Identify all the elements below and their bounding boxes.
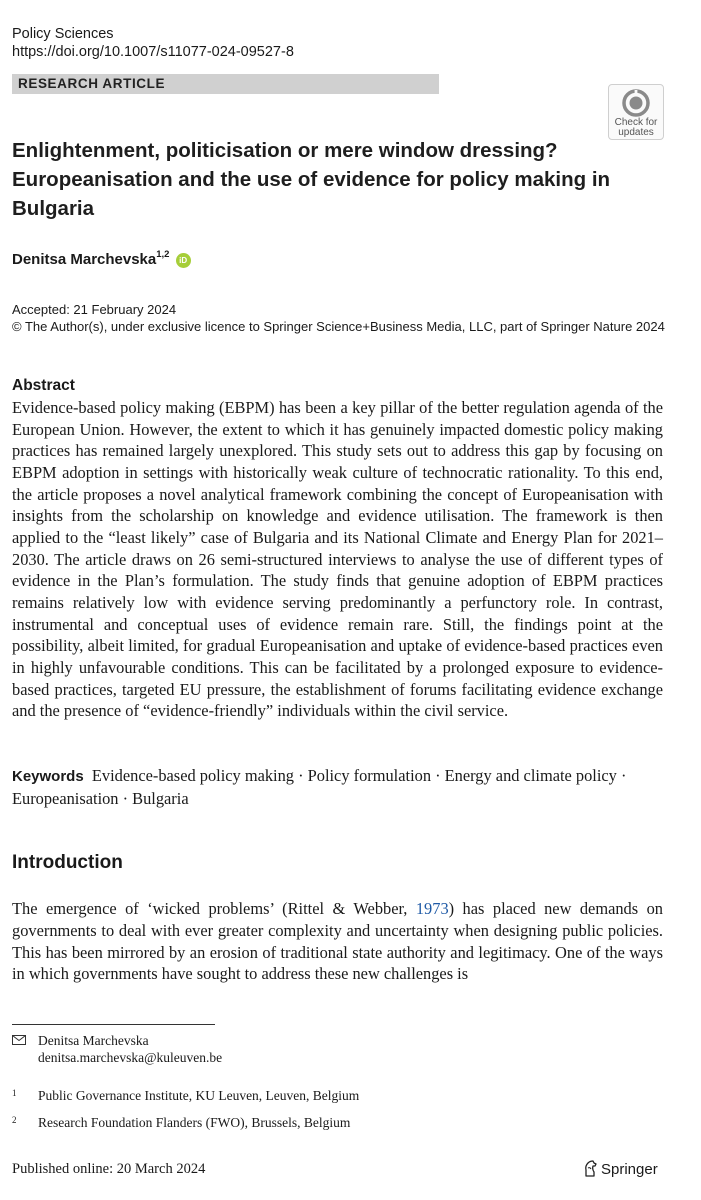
publisher-logo[interactable] <box>583 1160 658 1178</box>
keywords-label: Keywords <box>12 768 84 785</box>
publisher-name: Springer <box>601 1161 658 1178</box>
citation-link[interactable]: 1973 <box>415 899 449 918</box>
intro-text-end: ) has placed new demands on governments to deal with ever greater complexity and uncertainty when designing public policies. This has been mirrored by an erosion of traditional state authority and legitimacy. One of the ways in which governments have sought to address these new challenges is <box>12 899 663 984</box>
check-for-updates-label-2: updates <box>618 127 654 138</box>
introduction-heading: Introduction <box>12 852 123 873</box>
keywords-list: Evidence-based policy making · Policy formulation · Energy and climate policy · Europeanisation · Bulgaria <box>12 766 627 808</box>
article-title: Enlightenment, politicisation or mere window dressing? Europeanisation and the use of evidence for policy making in Bulgaria <box>12 139 611 220</box>
keywords <box>12 765 663 809</box>
intro-text-start: The emergence of ‘wicked problems’ (Rittel & Webber, <box>12 899 416 918</box>
affiliation-text: Research Foundation Flanders (FWO), Brussels, Belgium <box>38 1115 351 1130</box>
check-for-updates-label-1: Check for <box>614 117 658 128</box>
article-type-banner <box>12 74 439 94</box>
author-affiliation-marks: 1,2 <box>156 249 170 260</box>
footnote-divider <box>12 1024 215 1025</box>
published-online-date: Published online: 20 March 2024 <box>12 1161 206 1177</box>
affiliation-number: 1 <box>12 1088 17 1098</box>
journal-name: Policy Sciences <box>12 26 114 42</box>
affiliation-text: Public Governance Institute, KU Leuven, Leuven, Belgium <box>38 1088 360 1103</box>
corresponding-author-name: Denitsa Marchevska <box>38 1033 149 1048</box>
abstract-text: Evidence-based policy making (EBPM) has been a key pillar of the better regulation agenda of the European Union. However, the extent to which it has genuinely impacted domestic policy making practices has remained largely unexplored. This study sets out to address this gap by focusing on EBPM adoption in settings with historically weak culture of technocratic rationality. To this end, the article proposes a novel analytical framework combining the concept of Europeanisation with insights from the scholarship on knowledge and evidence utilisation. The framework is then applied to the “least likely” case of Bulgaria and its National Climate and Energy Plan for 2021–2030. The article draws on 26 semi-structured interviews to analyse the use of different types of evidence in the Plan’s formulation. The study finds that genuine adoption of EBPM practices remains relatively low with evidence serving predominantly a perfunctory role. In contrast, instrumental and conceptual uses of evidence remain rare. Still, the findings point at the possibility, albeit limited, for gradual Europeanisation and uptake of evidence-based practices even in highly unfavourable conditions. This can be facilitated by a prolonged exposure to evidence-based practices, targeted EU pressure, the establishment of forums facilitating evidence exchange and the presence of “evidence-friendly” individuals within the civil service. <box>12 398 663 721</box>
abstract-heading: Abstract <box>12 377 75 394</box>
copyright-notice: © The Author(s), under exclusive licence to Springer Science+Business Media, LLC, part of Springer Nature 2024 <box>12 319 665 334</box>
doi-link[interactable]: https://doi.org/10.1007/s11077-024-09527-8 <box>12 44 294 60</box>
article-type-label: RESEARCH ARTICLE <box>18 76 166 91</box>
envelope-icon <box>12 1035 26 1045</box>
author-name[interactable]: Denitsa Marchevska <box>12 251 157 268</box>
accepted-date: Accepted: 21 February 2024 <box>12 302 177 317</box>
orcid-icon[interactable]: iD <box>176 253 191 268</box>
check-for-updates-icon <box>622 89 650 117</box>
affiliation-number: 2 <box>12 1115 17 1125</box>
springer-horse-icon <box>583 1160 598 1177</box>
corresponding-author-email[interactable]: denitsa.marchevska@kuleuven.be <box>38 1050 223 1065</box>
check-for-updates-badge[interactable] <box>608 84 664 140</box>
author-line <box>12 250 191 268</box>
introduction-text <box>12 898 663 985</box>
